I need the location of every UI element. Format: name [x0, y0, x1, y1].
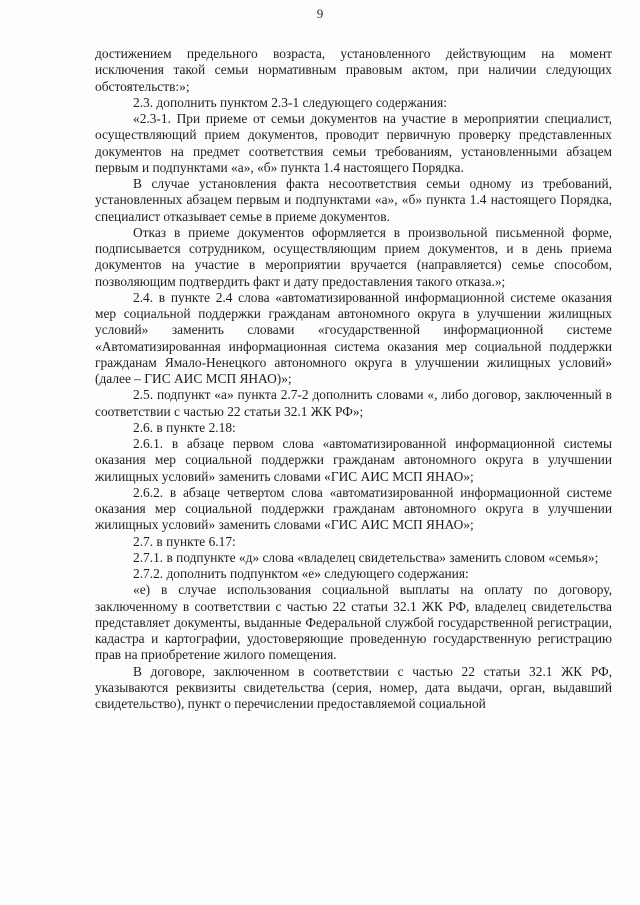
paragraph-13: 2.7.2. дополнить подпунктом «е» следующего содержания: — [133, 566, 469, 581]
paragraph-10: 2.6.2. в абзаце четвертом слова «автоматизированной информационной системе оказания мер социальной поддержки гражданам автономного округа в улучшении жилищных условий» заменить словами «ГИС АИС МСП ЯНАО»; — [95, 484, 612, 533]
paragraph-4: В случае установления факта несоответствия семьи одному из требований, установленных абзацем первым и подпунктами «а», «б» пункта 1.4 настоящего Порядка, специалист отказывает семье в приеме документов. — [95, 176, 612, 224]
paragraph-15: В договоре, заключенном в соответствии с частью 22 статьи 32.1 ЖК РФ, указываются реквизиты свидетельства (серия, номер, дата выдачи, орган, выдавший свидетельство), пункт о перечислении предоставляемой социальной — [95, 663, 612, 711]
paragraph-12: 2.7.1. в подпункте «д» слова «владелец свидетельства» заменить словом «семья»; — [133, 549, 599, 565]
paragraph-5: Отказ в приеме документов оформляется в произвольной письменной форме, подписывается сотрудником, осуществляющим прием документов, и в день приема документов на участие в мероприятии вручается (направляется) семье способом, позволяющим подтвердить факт и дату предоставления такого отказа.»; — [95, 224, 612, 289]
paragraph-2: 2.3. дополнить пунктом 2.3-1 следующего содержания: — [133, 94, 447, 110]
paragraph-6: 2.4. в пункте 2.4 слова «автоматизированной информационной системе оказания мер социальной поддержки гражданам автономного округа в улучшении жилищных условий» заменить словами «государственной информационной системе «Автоматизированная информационная система оказания мер социальной поддержки гражданам Ямало-Ненецкого автономного округа в улучшении жилищных условий» (далее – ГИС АИС МСП ЯНАО)»; — [95, 289, 612, 386]
paragraph-8: 2.6. в пункте 2.18: — [133, 419, 236, 435]
page-number: 9 — [316, 6, 324, 21]
paragraph-11: 2.7. в пункте 6.17: — [133, 533, 236, 549]
paragraph-14: «е) в случае использования социальной выплаты на оплату по договору, заключенному в соответствии с частью 22 статьи 32.1 ЖК РФ, владелец свидетельства представляет документы, выданные Федеральной службой государственной регистрации, кадастра и картографии, удостоверяющие проведенную государственную регистрацию прав на приобретение жилого помещения. — [95, 582, 612, 663]
paragraph-9: 2.6.1. в абзаце первом слова «автоматизированной информационной системы оказания мер социальной поддержки гражданам автономного округа в улучшении жилищных условий» заменить словами «ГИС АИС МСП ЯНАО»; — [95, 436, 612, 484]
paragraph-1: достижением предельного возраста, установленного действующим на момент исключения такой семьи нормативным правовым актом, при наличии следующих обстоятельств:»; — [95, 46, 612, 94]
paragraph-7: 2.5. подпункт «а» пункта 2.7-2 дополнить словами «, либо договор, заключенный в соответствии с частью 22 статьи 32.1 ЖК РФ»; — [95, 387, 612, 419]
paragraph-3: «2.3-1. При приеме от семьи документов на участие в мероприятии специалист, осуществляющий прием документов, проводит первичную проверку представленных документов на предмет соответствия семьи требованиям, установленными абзацем первым и подпунктами «а», «б» пункта 1.4 настоящего Порядка. — [95, 111, 612, 175]
document-body — [95, 46, 612, 712]
